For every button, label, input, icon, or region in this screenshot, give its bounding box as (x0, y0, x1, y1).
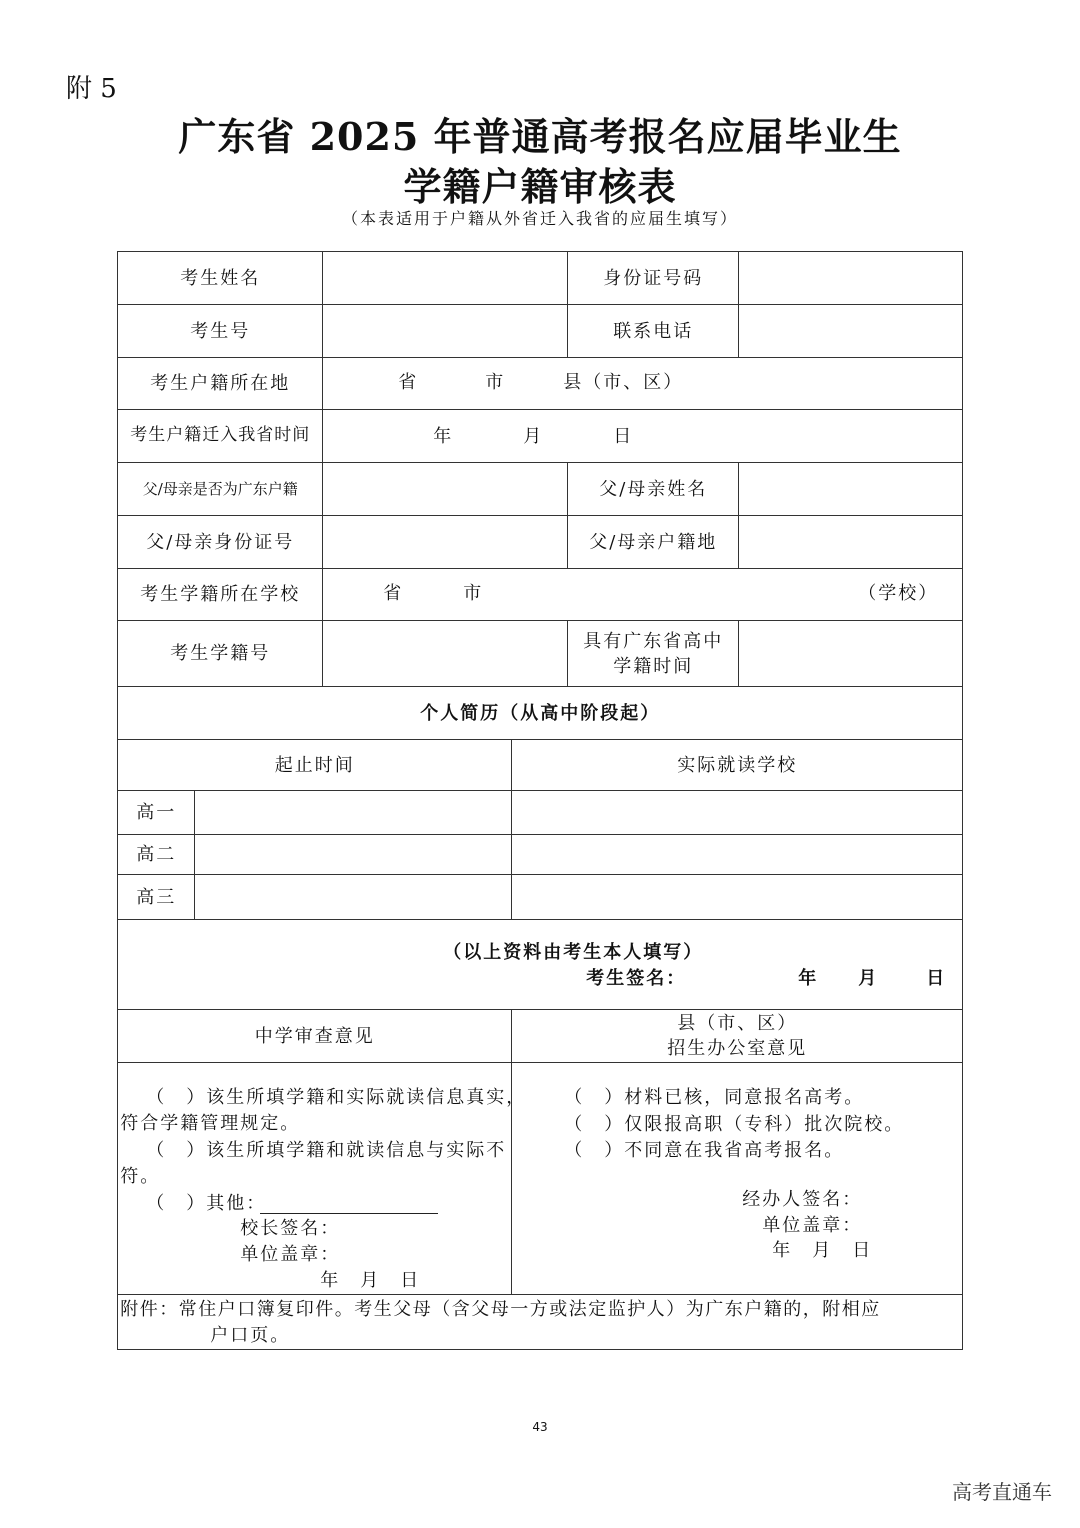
office-option-vocational[interactable]: （ ）仅限报高职（专科）批次院校。 (564, 1114, 905, 1136)
student-no-label: 考生学籍号 (117, 620, 323, 687)
school-opinion-section (117, 1062, 527, 1295)
parent-name-label: 父/母亲姓名 (567, 462, 739, 516)
page-title-line2: 学籍户籍审核表 (403, 164, 677, 209)
grade1-period-field[interactable] (194, 790, 512, 835)
self-fill-section (117, 919, 963, 1010)
parent-gd-field[interactable] (322, 462, 568, 516)
watermark: 高考直通车 (952, 1480, 1052, 1504)
page-title: 广东省 2025 年普通高考报名应届毕业生 (178, 114, 902, 159)
school-option-true[interactable]: （ ）该生所填学籍和实际就读信息真实， (146, 1087, 527, 1109)
attachment-line2: 户口页。 (210, 1325, 291, 1347)
gd-time-label-line2: 学籍时间 (613, 655, 694, 677)
school-option-mismatch[interactable]: （ ）该生所填学籍和就读信息与实际不 (146, 1140, 507, 1162)
hukou-label: 考生户籍所在地 (117, 357, 323, 410)
grade3-period-field[interactable] (194, 874, 512, 920)
year-label: 年 (433, 426, 454, 448)
school-field[interactable] (322, 568, 963, 621)
month-label: 月 (523, 426, 544, 448)
school-option-true-cont: 符合学籍管理规定。 (120, 1113, 301, 1135)
office-opinion-line1: 县（市、区） (677, 1013, 798, 1035)
parent-gd-label: 父/母亲是否为广东户籍 (117, 462, 323, 516)
grade-label: 高二 (117, 834, 195, 875)
office-option-approve[interactable]: （ ）材料已核，同意报名高考。 (564, 1087, 865, 1109)
move-time-label: 考生户籍迁入我省时间 (117, 409, 323, 463)
student-no-field[interactable] (322, 620, 568, 687)
school-opinion-header: 中学审查意见 (117, 1009, 512, 1063)
parent-hukou-field[interactable] (738, 515, 963, 569)
name-label: 考生姓名 (117, 251, 323, 305)
office-opinion-line2: 招生办公室意见 (667, 1038, 808, 1060)
parent-name-field[interactable] (738, 462, 963, 516)
gd-time-label (567, 620, 739, 687)
resume-header: 个人简历（从高中阶段起） (117, 686, 963, 740)
office-opinion-section (511, 1062, 963, 1295)
move-time-field[interactable] (322, 409, 963, 463)
school-option-mismatch-cont: 符。 (120, 1166, 161, 1188)
gd-time-field[interactable] (738, 620, 963, 687)
sign-month: 月 (858, 968, 879, 990)
office-date: 年 月 日 (772, 1240, 873, 1262)
signature-label[interactable]: 考生签名： (586, 968, 687, 990)
grade-label: 高三 (117, 874, 195, 920)
hukou-county: 县（市、区） (563, 372, 684, 394)
phone-label: 联系电话 (567, 304, 739, 358)
subtitle: （本表适用于户籍从外省迁入我省的应届生填写） (341, 209, 738, 228)
day-label: 日 (613, 426, 634, 448)
office-option-reject[interactable]: （ ）不同意在我省高考报名。 (564, 1140, 845, 1162)
gd-time-label-line1: 具有广东省高中 (583, 630, 724, 652)
sign-year: 年 (798, 968, 819, 990)
school-header: 实际就读学校 (511, 739, 963, 791)
school-seal: 单位盖章： (240, 1244, 341, 1266)
hukou-city: 市 (485, 372, 506, 394)
parent-hukou-label: 父/母亲户籍地 (567, 515, 739, 569)
period-header: 起止时间 (117, 739, 512, 791)
other-underline[interactable] (260, 1213, 438, 1214)
id-label: 身份证号码 (567, 251, 739, 305)
sign-day: 日 (926, 968, 947, 990)
principal-sign: 校长签名： (240, 1218, 341, 1240)
id-field[interactable] (738, 251, 963, 305)
exam-no-label: 考生号 (117, 304, 323, 358)
attachment-note (117, 1294, 963, 1350)
grade1-school-field[interactable] (511, 790, 963, 835)
attachment-line1: 附件：常住户口簿复印件。考生父母（含父母一方或法定监护人）为广东户籍的，附相应 (120, 1299, 881, 1321)
hukou-field[interactable] (322, 357, 963, 410)
grade2-school-field[interactable] (511, 834, 963, 875)
phone-field[interactable] (738, 304, 963, 358)
school-label: 考生学籍所在学校 (117, 568, 323, 621)
school-province: 省 (383, 583, 404, 605)
hukou-province: 省 (398, 372, 419, 394)
name-field[interactable] (322, 251, 568, 305)
self-fill-note: （以上资料由考生本人填写） (443, 942, 704, 964)
parent-id-field[interactable] (322, 515, 568, 569)
school-date: 年 月 日 (320, 1270, 421, 1292)
exam-no-field[interactable] (322, 304, 568, 358)
grade2-period-field[interactable] (194, 834, 512, 875)
office-seal: 单位盖章： (762, 1215, 863, 1237)
parent-id-label: 父/母亲身份证号 (117, 515, 323, 569)
school-city: 市 (463, 583, 484, 605)
school-option-other[interactable]: （ ）其他： (146, 1193, 267, 1215)
grade-label: 高一 (117, 790, 195, 835)
annex-label: 附 5 (66, 74, 117, 104)
grade3-school-field[interactable] (511, 874, 963, 920)
handler-sign: 经办人签名： (742, 1189, 863, 1211)
school-suffix: （学校） (858, 583, 939, 605)
page-number: 43 (532, 1420, 548, 1434)
office-opinion-header (511, 1009, 963, 1063)
